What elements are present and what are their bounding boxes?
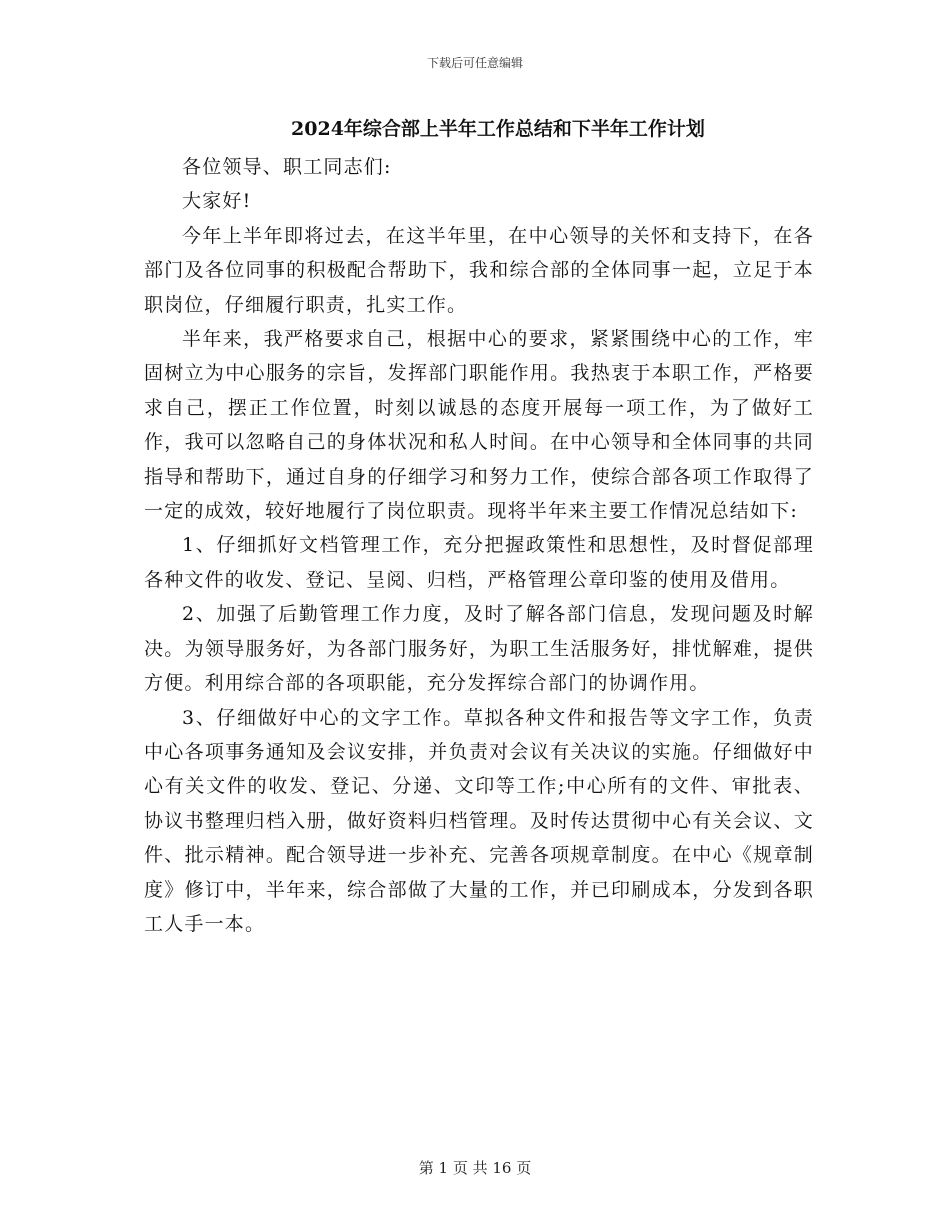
document-body — [144, 150, 814, 941]
document-title: 2024年综合部上半年工作总结和下半年工作计划 — [291, 118, 705, 140]
item-1-paragraph: 1、仔细抓好文档管理工作，充分把握政策性和思想性，及时督促部理各种文件的收发、登记、呈阅、归档，严格管理公章印鉴的使用及借用。 — [144, 534, 814, 591]
greeting-paragraph: 大家好! — [182, 190, 252, 213]
summary-paragraph: 半年来，我严格要求自己，根据中心的要求，紧紧围绕中心的工作，牢固树立为中心服务的宗旨，发挥部门职能作用。我热衷于本职工作，严格要求自己，摆正工作位置，时刻以诚恳的态度开展每一项工作，为了做好工作，我可以忽略自己的身体状况和私人时间。在中心领导和全体同事的共同指导和帮助下，通过自身的仔细学习和努力工作，使综合部各项工作取得了一定的成效，较好地履行了岗位职责。现将半年来主要工作情况总结如下: — [144, 328, 814, 523]
page-indicator: 第 1 页 共 16 页 — [418, 1159, 532, 1177]
intro-paragraph: 今年上半年即将过去，在这半年里，在中心领导的关怀和支持下，在各部门及各位同事的积极配合帮助下，我和综合部的全体同事一起，立足于本职岗位，仔细履行职责，扎实工作。 — [144, 224, 814, 316]
item-2-paragraph: 2、加强了后勤管理工作力度，及时了解各部门信息，发现问题及时解决。为领导服务好，为各部门服务好，为职工生活服务好，排忧解难，提供方便。利用综合部的各项职能，充分发挥综合部门的协调作用。 — [144, 603, 814, 695]
item-3-paragraph: 3、仔细做好中心的文字工作。草拟各种文件和报告等文字工作，负责中心各项事务通知及会议安排，并负责对会议有关决议的实施。仔细做好中心有关文件的收发、登记、分递、文印等工作;中心所有的文件、审批表、协议书整理归档入册，做好资料归档管理。及时传达贯彻中心有关会议、文件、批示精神。配合领导进一步补充、完善各项规章制度。在中心《规章制度》修订中，半年来，综合部做了大量的工作，并已印刷成本，分发到各职工人手一本。 — [144, 706, 814, 935]
salutation-paragraph: 各位领导、职工同志们: — [182, 156, 392, 178]
header-note: 下载后可任意编辑 — [426, 56, 523, 70]
